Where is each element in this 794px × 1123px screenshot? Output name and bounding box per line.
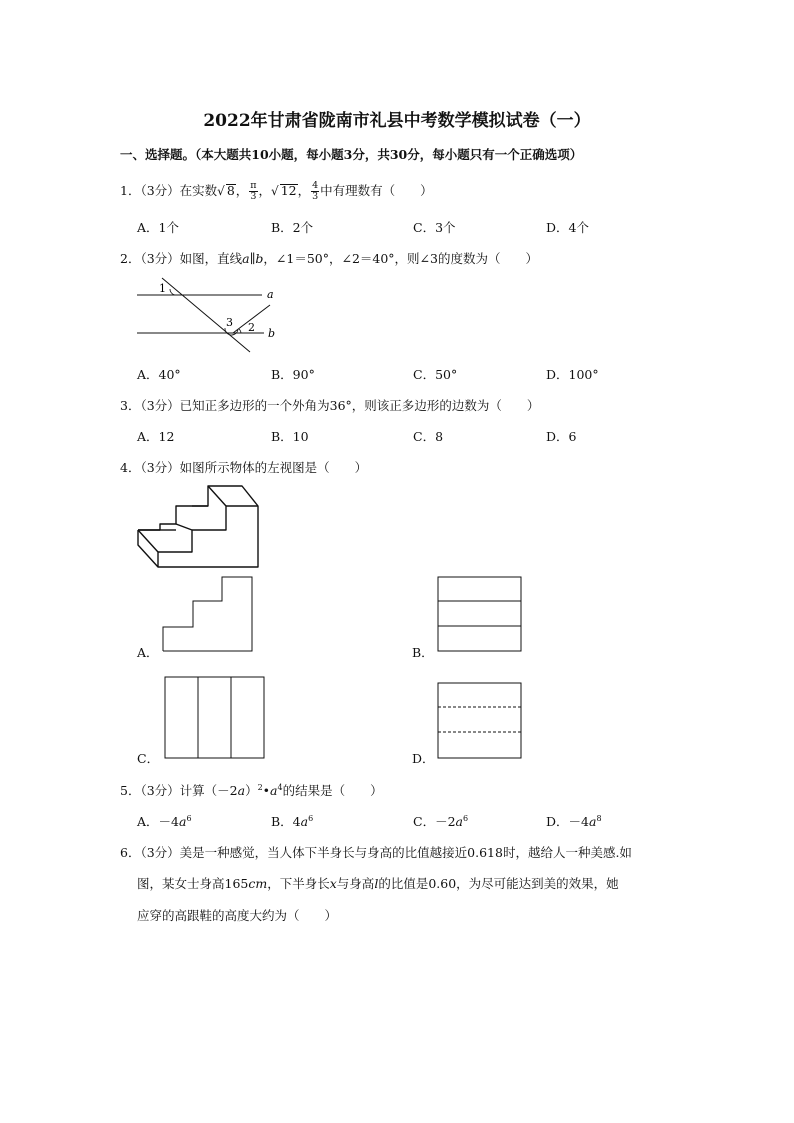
q3-option-b[interactable]: B．10 (271, 429, 309, 444)
q5-mid: ） (245, 783, 258, 798)
label-a: a (267, 288, 274, 301)
q5-exponent: 2 (257, 782, 263, 792)
q6-text: 图，某女士身高165 (137, 876, 249, 891)
question-5 (120, 781, 383, 799)
q1-option-c[interactable]: C．3个 (413, 220, 456, 235)
question-6-line-3: 应穿的高跟鞋的高度大约为（ ） (137, 908, 338, 923)
option-exponent: 8 (596, 813, 602, 823)
q1-sep: ， (235, 183, 249, 198)
label-b: b (268, 327, 276, 340)
question-4: 4．（3分）如图所示物体的左视图是（ ） (120, 460, 368, 475)
q1-sep: ， (258, 183, 272, 198)
label-3: 3 (226, 316, 233, 329)
option-label: C．－2 (413, 814, 456, 829)
q6-unit: cm (248, 876, 268, 891)
q2-option-d[interactable]: D．100° (546, 367, 599, 382)
q4-option-d[interactable]: D． (412, 751, 435, 766)
q2-text-suffix: ，∠1＝50°，∠2＝40°，则∠3的度数为（ ） (263, 251, 538, 266)
option-label: B．4 (271, 814, 301, 829)
q1-option-b[interactable]: B．2个 (271, 220, 314, 235)
q4-option-a[interactable]: A． (137, 645, 159, 660)
q6-text: 的比值是0.60，为尽可能达到美的效果，她 (378, 876, 619, 891)
question-6-line-1: 6．（3分）美是一种感觉，当人体下半身长与身高的比值越接近0.618时，越给人一种美感.如 (120, 845, 632, 860)
option-label: A．－4 (137, 814, 179, 829)
q6-text: 与身高 (336, 876, 375, 891)
page-title: 2022年甘肃省陇南市礼县中考数学模拟试卷（一） (203, 111, 591, 131)
question-3: 3．（3分）已知正多边形的一个外角为36°，则该正多边形的边数为（ ） (120, 398, 540, 413)
q1-sep: ， (297, 183, 311, 198)
option-var: a (455, 814, 463, 829)
q2-option-b[interactable]: B．90° (271, 367, 315, 382)
q2-option-c[interactable]: C．50° (413, 367, 458, 382)
q1-radicand-8: 8 (226, 183, 235, 198)
sqrt-sign: √ (271, 184, 279, 198)
q5-dot: • (262, 783, 271, 798)
q3-option-c[interactable]: C．8 (413, 429, 444, 444)
section-heading: 一、选择题。（本大题共10小题，每小题3分，共30分，每小题只有一个正确选项） (120, 147, 583, 162)
q4-option-c[interactable]: C． (137, 751, 160, 766)
frac-den: 3 (250, 191, 257, 202)
option-exponent: 6 (308, 813, 314, 823)
q5-exponent: 4 (277, 782, 283, 792)
q6-var-x: x (329, 876, 337, 891)
frac-num: 4 (312, 180, 319, 191)
q5-suffix: 的结果是（ ） (282, 783, 383, 798)
q5-var: a (270, 783, 278, 798)
option-var: a (178, 814, 187, 829)
q1-prefix: 1．（3分）在实数 (120, 183, 218, 198)
option-var: a (588, 814, 597, 829)
q5-option-a[interactable] (137, 812, 192, 830)
q1-option-d[interactable]: D．4个 (546, 220, 589, 235)
q5-option-d[interactable] (546, 812, 602, 830)
q1-radicand-12: 12 (280, 183, 297, 198)
q2-option-a[interactable]: A．40° (137, 367, 181, 382)
sqrt-sign: √ (217, 184, 225, 198)
q5-var: a (237, 783, 246, 798)
q1-option-a[interactable]: A．1个 (137, 220, 179, 235)
option-d-rect (438, 683, 521, 758)
frac-num: π (250, 180, 257, 191)
frac-den: 3 (312, 191, 319, 202)
option-label: D．－4 (546, 814, 589, 829)
q6-var-l: l (374, 876, 379, 891)
q6-text: ，下半身长 (267, 876, 330, 891)
q5-option-c[interactable] (413, 812, 468, 830)
q1-suffix: 中有理数有（ ） (320, 183, 433, 198)
q2-text-ab: a∥b (242, 251, 264, 266)
q2-text-prefix: 2．（3分）如图，直线 (120, 251, 243, 266)
option-exponent: 6 (186, 813, 192, 823)
q3-option-a[interactable]: A．12 (137, 429, 175, 444)
q5-prefix: 5．（3分）计算（－2 (120, 783, 238, 798)
option-exponent: 6 (462, 813, 469, 823)
q3-option-d[interactable]: D．6 (546, 429, 577, 444)
label-2: 2 (248, 321, 255, 334)
question-6-line-2 (137, 874, 619, 892)
option-var: a (300, 814, 309, 829)
q5-option-b[interactable] (271, 812, 313, 830)
q4-option-b[interactable]: B． (412, 645, 434, 660)
label-1: 1 (159, 282, 166, 295)
